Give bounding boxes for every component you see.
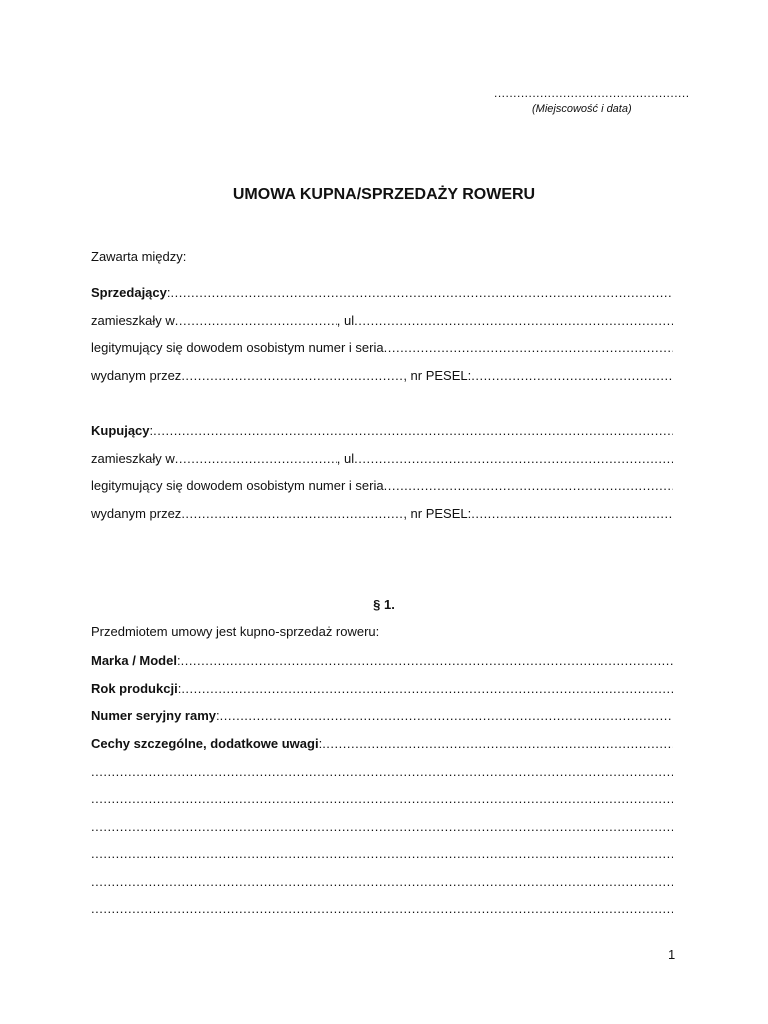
notes-line[interactable] bbox=[91, 763, 673, 781]
buyer-name-field[interactable] bbox=[153, 422, 673, 440]
seller-issuer-field[interactable] bbox=[181, 367, 403, 385]
production-year-label: Rok produkcji bbox=[91, 681, 178, 696]
intro-text: Zawarta między: bbox=[91, 249, 187, 264]
place-date-caption: (Miejscowość i data) bbox=[532, 103, 632, 115]
buyer-label: Kupujący bbox=[91, 423, 150, 438]
seller-pesel-label: , nr PESEL: bbox=[403, 368, 472, 383]
seller-street-label: , ul bbox=[336, 313, 355, 328]
seller-line[interactable]: Sprzedający: ..... bbox=[91, 284, 673, 302]
brand-model-label: Marka / Model bbox=[91, 653, 177, 668]
buyer-line[interactable]: Kupujący: ..... bbox=[91, 422, 673, 440]
brand-model-field[interactable] bbox=[181, 652, 673, 670]
frame-serial-line[interactable]: Numer seryjny ramy: ..... bbox=[91, 707, 673, 725]
seller-id-label: legitymujący się dowodem osobistym numer i seria bbox=[91, 340, 384, 355]
seller-pesel-field[interactable] bbox=[471, 367, 673, 385]
brand-model-line[interactable]: Marka / Model: ..... bbox=[91, 652, 673, 670]
page-number: 1 bbox=[668, 947, 676, 962]
buyer-city-field[interactable] bbox=[175, 450, 337, 468]
notes-line[interactable] bbox=[91, 900, 673, 918]
buyer-residence-label: zamieszkały w bbox=[91, 451, 175, 466]
buyer-id-line[interactable] bbox=[91, 477, 673, 495]
section-1-intro: Przedmiotem umowy jest kupno-sprzedaż roweru: bbox=[91, 624, 380, 639]
seller-id-field[interactable] bbox=[384, 339, 673, 357]
seller-id-line[interactable] bbox=[91, 339, 673, 357]
buyer-street-label: , ul bbox=[336, 451, 355, 466]
seller-issued-label: wydanym przez bbox=[91, 368, 182, 383]
buyer-id-field[interactable] bbox=[384, 477, 673, 495]
seller-residence-line[interactable] bbox=[91, 312, 673, 330]
features-label: Cechy szczególne, dodatkowe uwagi bbox=[91, 736, 319, 751]
buyer-issued-label: wydanym przez bbox=[91, 506, 182, 521]
buyer-residence-line[interactable] bbox=[91, 450, 673, 468]
buyer-pesel-label: , nr PESEL: bbox=[403, 506, 472, 521]
notes-line[interactable] bbox=[91, 845, 673, 863]
seller-city-field[interactable] bbox=[175, 312, 337, 330]
production-year-line[interactable]: Rok produkcji: ..... bbox=[91, 680, 673, 698]
document-title: UMOWA KUPNA/SPRZEDAŻY ROWERU bbox=[232, 186, 536, 203]
place-date-dots: ................................................... bbox=[494, 86, 690, 100]
production-year-field[interactable] bbox=[181, 680, 673, 698]
seller-label: Sprzedający bbox=[91, 285, 167, 300]
seller-residence-label: zamieszkały w bbox=[91, 313, 175, 328]
frame-serial-label: Numer seryjny ramy bbox=[91, 708, 217, 723]
seller-issued-line[interactable] bbox=[91, 367, 673, 385]
notes-line[interactable] bbox=[91, 873, 673, 891]
features-line[interactable]: Cechy szczególne, dodatkowe uwagi: ..... bbox=[91, 735, 673, 753]
notes-line[interactable] bbox=[91, 818, 673, 836]
buyer-pesel-field[interactable] bbox=[471, 505, 673, 523]
section-1-heading: § 1. bbox=[373, 597, 395, 612]
notes-line[interactable] bbox=[91, 790, 673, 808]
seller-street-field[interactable] bbox=[354, 312, 673, 330]
buyer-issuer-field[interactable] bbox=[181, 505, 403, 523]
frame-serial-field[interactable] bbox=[220, 707, 673, 725]
seller-name-field[interactable] bbox=[171, 284, 674, 302]
buyer-street-field[interactable] bbox=[354, 450, 673, 468]
buyer-id-label: legitymujący się dowodem osobistym numer i seria bbox=[91, 478, 384, 493]
buyer-issued-line[interactable] bbox=[91, 505, 673, 523]
features-field[interactable] bbox=[322, 735, 673, 753]
